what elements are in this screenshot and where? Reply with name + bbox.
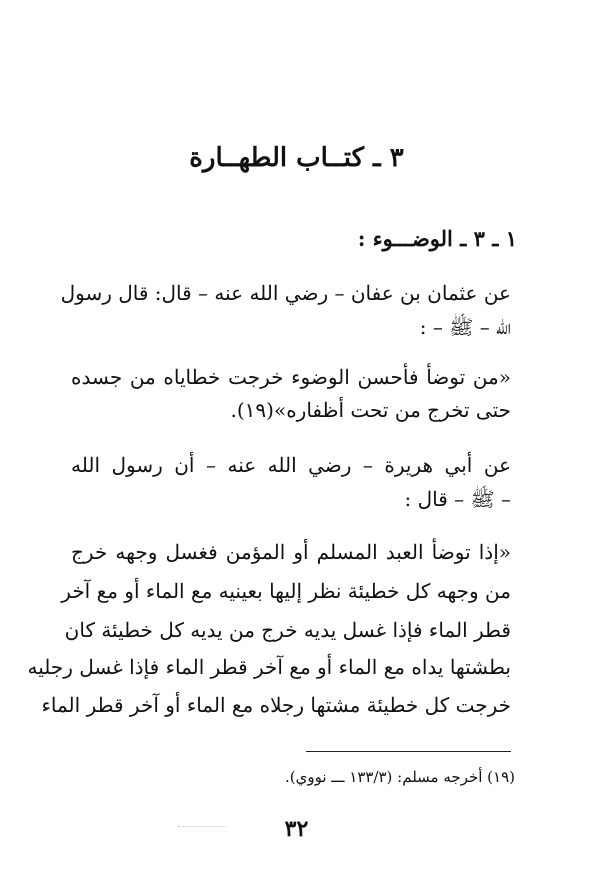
section-title: ١ ـ ٣ ـ الوضـــوء : (357, 226, 517, 251)
footnote: (١٩) أخرجه مسلم: (١٣٣/٣ ـــ نووي). (285, 768, 515, 786)
paragraph-4-line-1: «إذا توضأ العبد المسلم أو المؤمن فغسل وجهه خرج (71, 540, 511, 564)
paragraph-3-line-1: عن أبي هريرة – رضي الله عنه – أن رسول الله (71, 453, 511, 477)
paragraph-4-line-4: بطشتها يداه مع الماء أو مع آخر قطر الماء فإذا غسل رجليه (27, 655, 511, 679)
paragraph-4-line-3: قطر الماء فإذا غسل يديه خرج من يديه كل خطيئة كان (64, 618, 511, 642)
footnote-divider (306, 751, 511, 752)
paragraph-1-line-1: عن عثمان بن عفان – رضي الله عنه – قال: قال رسول (60, 281, 511, 305)
paragraph-4-line-2: من وجهه كل خطيئة نظر إليها بعينيه مع الماء أو مع آخر (61, 579, 511, 603)
paragraph-3-line-2: – ﷺ – قال : (404, 487, 511, 511)
paragraph-2-line-1: «من توضأ فأحسن الوضوء خرجت خطاياه من جسده (71, 365, 511, 389)
paragraph-4-line-5: خرجت كل خطيئة مشتها رجلاه مع الماء أو آخر قطر الماء (41, 693, 511, 717)
paragraph-2-line-2: حتى تخرج من تحت أظفاره»(١٩). (230, 398, 511, 422)
chapter-title: ٣ ـ كتــاب الطهــارة (189, 143, 404, 173)
page-number: ٣٢ (284, 816, 309, 842)
paragraph-1-line-2: الله – ﷺ – : (419, 315, 511, 339)
